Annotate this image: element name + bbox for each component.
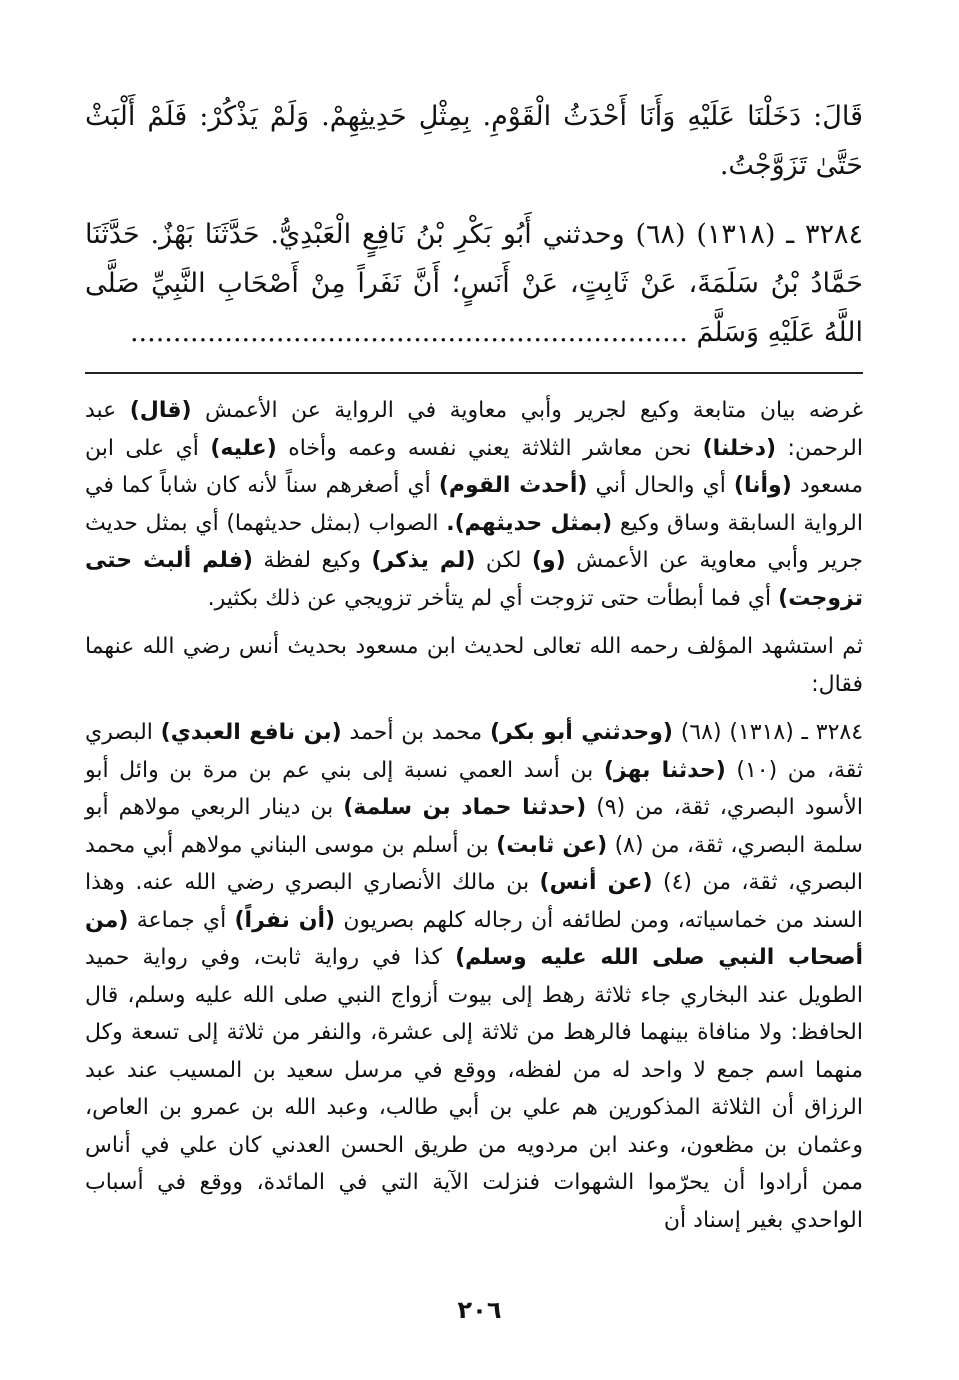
text-segment: البصري ثقة، من (١٠) xyxy=(85,720,863,783)
text-segment: ٣٢٨٤ ـ (١٣١٨) (٦٨) xyxy=(680,720,864,745)
bold-term: (أن نفراً) xyxy=(234,907,336,933)
bold-term: (أحدث القوم) xyxy=(438,473,588,498)
text-segment: الصواب (بمثل حديثهما) أي بمثل حديث جرير وأبي معاوية عن الأعمش xyxy=(85,510,863,573)
hadith-text xyxy=(85,92,863,357)
text-segment: أي والحال أني xyxy=(595,473,726,498)
bold-term: (من أصحاب النبي صلى الله عليه وسلم) xyxy=(85,907,864,970)
text-segment: كذا في رواية ثابت، وفي رواية حميد الطويل عند البخاري جاء ثلاثة رهط إلى بيوت أزواج النبي صلى الله عليه وسلم، قال الحافظ: ولا منافاة بينهما فالرهط من ثلاثة إلى عشرة، والنفر من ثلاثة إلى تسعة وكل منهما اسم جمع لا واحد له من لفظه، ووقع في مرسل سعيد بن المسيب عند عبد الرزاق أن الثلاثة المذكورين هم علي بن أبي طالب، وعبد الله بن عمرو بن العاص، وعثمان بن مظعون، وعند ابن مردويه من طريق الحسن العدني كان علي في أناس ممن أرادوا أن يحرّموا الشهوات فنزلت الآية التي في المائدة، ووقع في أسباب الواحدي بغير إسناد أن xyxy=(85,945,863,1233)
text-segment: لكن xyxy=(485,548,522,573)
bold-term: (و) xyxy=(531,548,566,573)
bold-term: (قال) xyxy=(129,398,192,423)
commentary-paragraph-3 xyxy=(85,714,863,1239)
ellipsis-dots: ................................................................. xyxy=(129,317,688,348)
bold-term: (بن نافع العبدي) xyxy=(160,720,342,745)
page-number: ٢٠٦ xyxy=(457,1296,502,1324)
text-segment: أي فما أبطأت حتى تزوجت أي لم يتأخر تزويجي عن ذلك بكثير. xyxy=(207,585,772,611)
hadith-paragraph-2 xyxy=(85,210,863,357)
bold-term: (عن ثابت) xyxy=(496,832,608,858)
text-segment: أي جماعة xyxy=(136,907,227,933)
text-segment: بن أسد العمي نسبة إلى بني عم بن مرة بن وائل أبو الأسود البصري، ثقة، من (٩) xyxy=(85,757,864,820)
bold-term: (عن أنس) xyxy=(539,870,653,895)
bold-term: (وأنا) xyxy=(733,473,792,498)
bold-term: (حدثنا حماد بن سلمة) xyxy=(343,795,587,820)
bold-term: (بمثل حديثهم). xyxy=(446,510,613,536)
main-text-block xyxy=(85,92,863,357)
hadith-2-text: ٣٢٨٤ ـ (١٣١٨) (٦٨) وحدثني أَبُو بَكْرِ بْنُ نَافِعٍ الْعَبْدِيُّ. حَدَّثَنَا بَهْزٌ. حَدَّثَنَا حَمَّادُ بْنُ سَلَمَةَ، عَنْ ثَابِتٍ، عَنْ أَنَسٍ؛ أَنَّ نَفَراً مِنْ أَصْحَابِ النَّبِيِّ صَلَّى اللَّهُ عَلَيْهِ وَسَلَّمَ xyxy=(85,219,864,348)
bold-term: (فلم ألبث حتى تزوجت) xyxy=(85,548,863,611)
footnote-divider xyxy=(85,372,863,374)
bold-term: (لم يذكر) xyxy=(371,548,476,573)
text-segment: عبد الرحمن: xyxy=(85,398,863,461)
text-segment: بن أسلم بن موسى البناني مولاهم أبي محمد البصري، ثقة، من (٤) xyxy=(85,832,864,895)
text-segment: بن دينار الربعي مولاهم أبو سلمة البصري، ثقة، من (٨) xyxy=(85,795,863,858)
commentary-paragraph-2: ثم استشهد المؤلف رحمه الله تعالى لحديث ابن مسعود بحديث أنس رضي الله عنهما فقال: xyxy=(85,634,863,697)
text-segment: أي على ابن مسعود xyxy=(85,435,864,498)
bold-term: (وحدثني أبو بكر) xyxy=(489,720,673,745)
commentary-paragraph-1 xyxy=(85,392,863,617)
bold-term: (دخلنا) xyxy=(702,435,777,461)
commentary-block xyxy=(85,392,863,1239)
text-segment: بن مالك الأنصاري البصري رضي الله عنه. وهذا السند من خماسياته، ومن لطائفه أن رجاله كلهم بصريون xyxy=(85,870,863,933)
hadith-paragraph-1: قَالَ: دَخَلْنَا عَلَيْهِ وَأَنَا أَحْدَثُ الْقَوْمِ. بِمِثْلِ حَدِيثِهِمْ. وَلَمْ يَذْكُرْ: فَلَمْ أَلْبَثْ حَتَّىٰ تَزَوَّجْتُ. xyxy=(85,101,863,181)
text-segment: نحن معاشر الثلاثة يعني نفسه وعمه وأخاه xyxy=(288,435,692,461)
text-segment: غرضه بيان متابعة وكيع لجرير وأبي معاوية في الرواية عن الأعمش xyxy=(205,398,864,423)
text-segment: محمد بن أحمد xyxy=(349,720,483,745)
bold-term: (عليه) xyxy=(210,435,277,461)
bold-term: (حدثنا بهز) xyxy=(603,757,726,783)
text-segment: أي أصغرهم سناً لأنه كان شاباً كما في الرواية السابقة وساق وكيع xyxy=(85,473,863,536)
text-segment: وكيع لفظة xyxy=(263,548,361,573)
